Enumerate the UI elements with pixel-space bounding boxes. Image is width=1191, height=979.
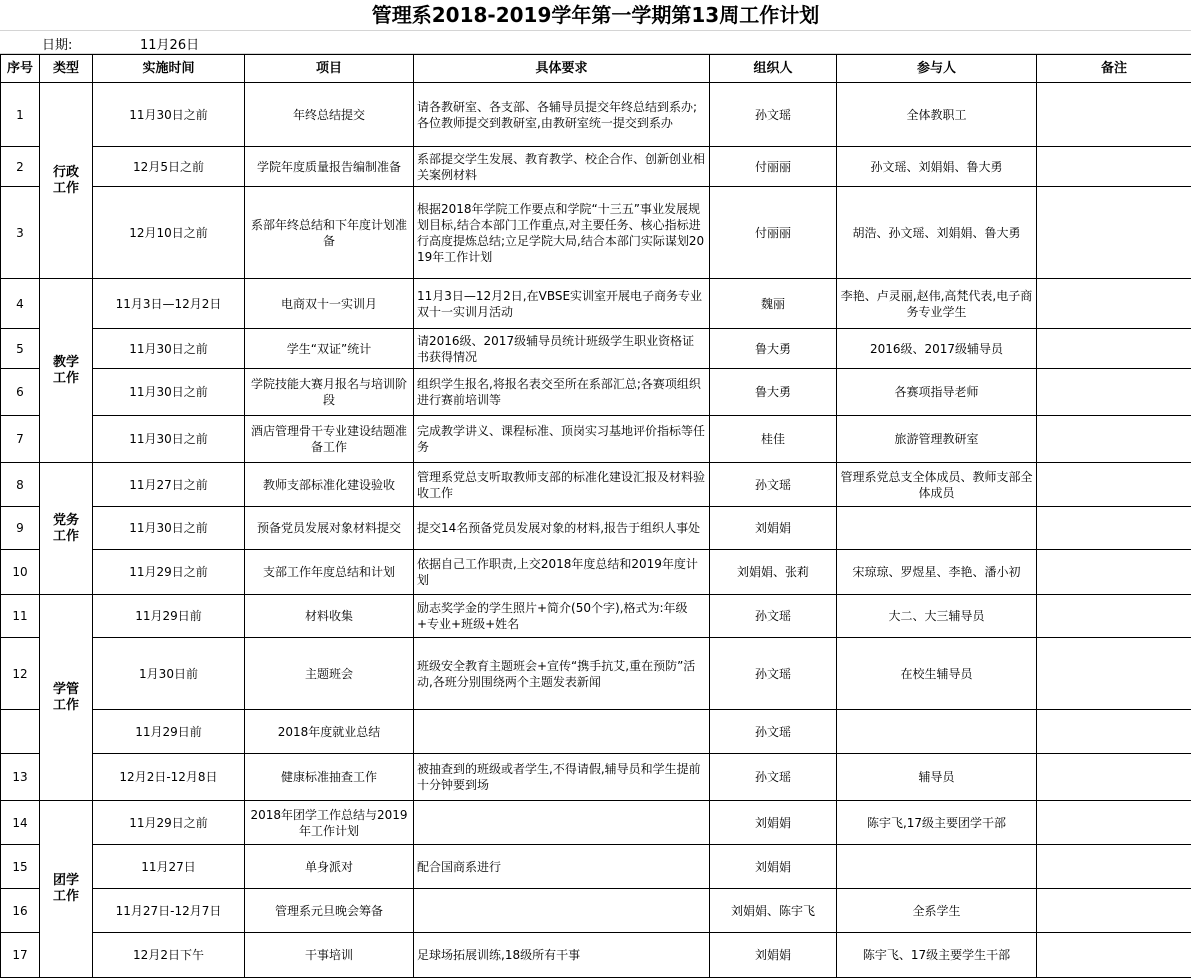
cell-requirement[interactable]: 足球场拓展训练,18级所有干事 <box>414 933 710 978</box>
cell-note[interactable] <box>1037 463 1191 507</box>
cell-note[interactable] <box>1037 369 1191 416</box>
cell-requirement[interactable] <box>414 801 710 845</box>
cell-project[interactable]: 支部工作年度总结和计划 <box>245 550 414 595</box>
type-label: 党务工作 <box>52 512 79 544</box>
cell-no[interactable]: 11 <box>1 595 40 638</box>
table-row <box>1 507 1191 550</box>
cell-time[interactable]: 11月27日之前 <box>93 463 245 507</box>
table-row <box>1 845 1191 889</box>
date-value: 11月26日 <box>140 38 200 53</box>
cell-time[interactable]: 12月5日之前 <box>93 147 245 187</box>
cell-type[interactable] <box>40 463 93 595</box>
cell-no[interactable]: 6 <box>1 369 40 416</box>
cell-note[interactable] <box>1037 754 1191 801</box>
cell-no[interactable]: 15 <box>1 845 40 889</box>
table-row <box>1 550 1191 595</box>
page-title: 管理系2018-2019学年第一学期第13周工作计划 <box>0 0 1191 31</box>
cell-no[interactable] <box>1 710 40 754</box>
header-requirement[interactable]: 具体要求 <box>414 55 710 83</box>
cell-no[interactable]: 2 <box>1 147 40 187</box>
type-label: 教学工作 <box>52 354 79 386</box>
cell-no[interactable]: 13 <box>1 754 40 801</box>
header-note[interactable]: 备注 <box>1037 55 1191 83</box>
plan-table <box>0 54 1191 978</box>
cell-organizer[interactable]: 刘娟娟 <box>710 933 837 978</box>
header-participants[interactable]: 参与人 <box>837 55 1037 83</box>
table-row <box>1 710 1191 754</box>
header-project[interactable]: 项目 <box>245 55 414 83</box>
cell-type[interactable] <box>40 83 93 279</box>
cell-requirement[interactable]: 请2016级、2017级辅导员统计班级学生职业资格证书获得情况 <box>414 329 710 369</box>
cell-project[interactable]: 主题班会 <box>245 638 414 710</box>
cell-time[interactable]: 12月2日下午 <box>93 933 245 978</box>
cell-time[interactable]: 11月30日之前 <box>93 83 245 147</box>
cell-project[interactable]: 材料收集 <box>245 595 414 638</box>
cell-note[interactable] <box>1037 329 1191 369</box>
cell-organizer[interactable]: 魏丽 <box>710 279 837 329</box>
cell-note[interactable] <box>1037 416 1191 463</box>
cell-project[interactable]: 电商双十一实训月 <box>245 279 414 329</box>
cell-participants[interactable]: 陈宇飞,17级主要团学干部 <box>837 801 1037 845</box>
cell-no[interactable]: 14 <box>1 801 40 845</box>
cell-project[interactable]: 教师支部标准化建设验收 <box>245 463 414 507</box>
cell-organizer[interactable]: 孙文瑶 <box>710 710 837 754</box>
cell-project[interactable]: 年终总结提交 <box>245 83 414 147</box>
cell-type[interactable] <box>40 595 93 801</box>
header-time[interactable]: 实施时间 <box>93 55 245 83</box>
cell-participants[interactable]: 旅游管理教研室 <box>837 416 1037 463</box>
cell-no[interactable]: 7 <box>1 416 40 463</box>
cell-requirement[interactable]: 被抽查到的班级或者学生,不得请假,辅导员和学生提前十分钟要到场 <box>414 754 710 801</box>
table-row <box>1 889 1191 933</box>
cell-requirement[interactable]: 励志奖学金的学生照片+简介(50个字),格式为:年级+专业+班级+姓名 <box>414 595 710 638</box>
cell-note[interactable] <box>1037 507 1191 550</box>
cell-time[interactable]: 11月29日前 <box>93 710 245 754</box>
cell-time[interactable]: 11月27日 <box>93 845 245 889</box>
cell-time[interactable]: 12月10日之前 <box>93 187 245 279</box>
table-row <box>1 83 1191 147</box>
header-no[interactable]: 序号 <box>1 55 40 83</box>
table-row <box>1 416 1191 463</box>
cell-project[interactable]: 2018年团学工作总结与2019年工作计划 <box>245 801 414 845</box>
cell-no[interactable]: 16 <box>1 889 40 933</box>
cell-project[interactable]: 系部年终总结和下年度计划准备 <box>245 187 414 279</box>
cell-no[interactable]: 3 <box>1 187 40 279</box>
table-row <box>1 801 1191 845</box>
cell-time[interactable]: 1月30日前 <box>93 638 245 710</box>
table-row <box>1 463 1191 507</box>
cell-time[interactable]: 11月29日之前 <box>93 801 245 845</box>
cell-time[interactable]: 11月30日之前 <box>93 329 245 369</box>
cell-time[interactable]: 11月30日之前 <box>93 507 245 550</box>
cell-project[interactable]: 酒店管理骨干专业建设结题准备工作 <box>245 416 414 463</box>
cell-participants[interactable]: 各赛项指导老师 <box>837 369 1037 416</box>
cell-organizer[interactable]: 孙文瑶 <box>710 83 837 147</box>
table-row <box>1 187 1191 279</box>
cell-note[interactable] <box>1037 595 1191 638</box>
header-row <box>1 55 1191 83</box>
cell-note[interactable] <box>1037 710 1191 754</box>
cell-participants[interactable]: 全体教职工 <box>837 83 1037 147</box>
cell-requirement[interactable]: 根据2018年学院工作要点和学院“十三五”事业发展规划目标,结合本部门工作重点,对主要任务、核心指标进行高度提炼总结;立足学院大局,结合本部门实际谋划2019年工作计划 <box>414 187 710 279</box>
cell-requirement[interactable]: 配合国商系进行 <box>414 845 710 889</box>
cell-organizer[interactable]: 鲁大勇 <box>710 329 837 369</box>
type-label: 学管工作 <box>52 681 79 713</box>
cell-participants[interactable]: 宋琼琼、罗煜星、李艳、潘小初 <box>837 550 1037 595</box>
cell-requirement[interactable]: 提交14名预备党员发展对象的材料,报告于组织人事处 <box>414 507 710 550</box>
cell-project[interactable]: 2018年度就业总结 <box>245 710 414 754</box>
cell-participants[interactable]: 管理系党总支全体成员、教师支部全体成员 <box>837 463 1037 507</box>
cell-no[interactable]: 12 <box>1 638 40 710</box>
table-row <box>1 329 1191 369</box>
cell-participants[interactable] <box>837 845 1037 889</box>
cell-project[interactable]: 管理系元旦晚会筹备 <box>245 889 414 933</box>
cell-note[interactable] <box>1037 933 1191 978</box>
cell-organizer[interactable]: 桂佳 <box>710 416 837 463</box>
cell-note[interactable] <box>1037 889 1191 933</box>
cell-no[interactable]: 4 <box>1 279 40 329</box>
cell-note[interactable] <box>1037 187 1191 279</box>
cell-time[interactable]: 11月3日—12月2日 <box>93 279 245 329</box>
cell-time[interactable]: 12月2日-12月8日 <box>93 754 245 801</box>
cell-organizer[interactable]: 孙文瑶 <box>710 638 837 710</box>
cell-requirement[interactable]: 系部提交学生发展、教育教学、校企合作、创新创业相关案例材料 <box>414 147 710 187</box>
table-row <box>1 369 1191 416</box>
cell-organizer[interactable]: 孙文瑶 <box>710 463 837 507</box>
date-label: 日期: <box>42 38 73 53</box>
cell-project[interactable]: 学院技能大赛月报名与培训阶段 <box>245 369 414 416</box>
cell-organizer[interactable]: 刘娟娟 <box>710 507 837 550</box>
cell-project[interactable]: 健康标准抽查工作 <box>245 754 414 801</box>
cell-time[interactable]: 11月29日之前 <box>93 550 245 595</box>
cell-note[interactable] <box>1037 83 1191 147</box>
cell-organizer[interactable]: 孙文瑶 <box>710 595 837 638</box>
cell-participants[interactable]: 陈宇飞、17级主要学生干部 <box>837 933 1037 978</box>
table-row <box>1 638 1191 710</box>
cell-participants[interactable]: 大二、大三辅导员 <box>837 595 1037 638</box>
cell-participants[interactable]: 2016级、2017级辅导员 <box>837 329 1037 369</box>
cell-organizer[interactable]: 付丽丽 <box>710 187 837 279</box>
type-label: 行政工作 <box>52 164 79 196</box>
header-organizer[interactable]: 组织人 <box>710 55 837 83</box>
cell-no[interactable]: 1 <box>1 83 40 147</box>
cell-participants[interactable] <box>837 507 1037 550</box>
cell-note[interactable] <box>1037 638 1191 710</box>
cell-participants[interactable]: 在校生辅导员 <box>837 638 1037 710</box>
cell-participants[interactable]: 全系学生 <box>837 889 1037 933</box>
cell-no[interactable]: 10 <box>1 550 40 595</box>
cell-project[interactable]: 单身派对 <box>245 845 414 889</box>
cell-requirement[interactable]: 班级安全教育主题班会+宣传“携手抗艾,重在预防”活动,各班分别围绕两个主题发表新闻 <box>414 638 710 710</box>
cell-participants[interactable]: 胡浩、孙文瑶、刘娟娟、鲁大勇 <box>837 187 1037 279</box>
cell-requirement[interactable]: 组织学生报名,将报名表交至所在系部汇总;各赛项组织进行赛前培训等 <box>414 369 710 416</box>
cell-participants[interactable]: 李艳、卢灵丽,赵伟,高梵代表,电子商务专业学生 <box>837 279 1037 329</box>
cell-note[interactable] <box>1037 550 1191 595</box>
cell-type[interactable] <box>40 801 93 978</box>
cell-time[interactable]: 11月27日-12月7日 <box>93 889 245 933</box>
cell-organizer[interactable]: 刘娟娟 <box>710 801 837 845</box>
cell-organizer[interactable]: 鲁大勇 <box>710 369 837 416</box>
cell-requirement[interactable]: 请各教研室、各支部、各辅导员提交年终总结到系办;各位教师提交到教研室,由教研室统一提交到系办 <box>414 83 710 147</box>
table-row <box>1 279 1191 329</box>
cell-requirement[interactable]: 管理系党总支听取教师支部的标准化建设汇报及材料验收工作 <box>414 463 710 507</box>
cell-project[interactable]: 学院年度质量报告编制准备 <box>245 147 414 187</box>
cell-note[interactable] <box>1037 801 1191 845</box>
header-type[interactable]: 类型 <box>40 55 93 83</box>
cell-project[interactable]: 干事培训 <box>245 933 414 978</box>
table-row <box>1 933 1191 978</box>
cell-project[interactable]: 学生“双证”统计 <box>245 329 414 369</box>
type-label: 团学工作 <box>52 873 79 904</box>
cell-time[interactable]: 11月30日之前 <box>93 416 245 463</box>
cell-note[interactable] <box>1037 279 1191 329</box>
cell-organizer[interactable]: 刘娟娟、张莉 <box>710 550 837 595</box>
cell-organizer[interactable]: 孙文瑶 <box>710 754 837 801</box>
cell-organizer[interactable]: 付丽丽 <box>710 147 837 187</box>
cell-no[interactable]: 5 <box>1 329 40 369</box>
table-row <box>1 754 1191 801</box>
cell-organizer[interactable]: 刘娟娟 <box>710 845 837 889</box>
cell-requirement[interactable]: 完成教学讲义、课程标准、顶岗实习基地评价指标等任务 <box>414 416 710 463</box>
cell-requirement[interactable]: 依据自己工作职责,上交2018年度总结和2019年度计划 <box>414 550 710 595</box>
cell-time[interactable]: 11月30日之前 <box>93 369 245 416</box>
cell-note[interactable] <box>1037 147 1191 187</box>
cell-organizer[interactable]: 刘娟娟、陈宇飞 <box>710 889 837 933</box>
cell-note[interactable] <box>1037 845 1191 889</box>
cell-no[interactable]: 8 <box>1 463 40 507</box>
cell-requirement[interactable] <box>414 710 710 754</box>
cell-participants[interactable]: 孙文瑶、刘娟娟、鲁大勇 <box>837 147 1037 187</box>
date-row <box>0 31 1191 54</box>
cell-participants[interactable]: 辅导员 <box>837 754 1037 801</box>
cell-requirement[interactable]: 11月3日—12月2日,在VBSE实训室开展电子商务专业双十一实训月活动 <box>414 279 710 329</box>
table-row <box>1 147 1191 187</box>
cell-time[interactable]: 11月29日前 <box>93 595 245 638</box>
cell-type[interactable] <box>40 279 93 463</box>
cell-no[interactable]: 17 <box>1 933 40 978</box>
cell-participants[interactable] <box>837 710 1037 754</box>
cell-no[interactable]: 9 <box>1 507 40 550</box>
cell-requirement[interactable] <box>414 889 710 933</box>
cell-project[interactable]: 预备党员发展对象材料提交 <box>245 507 414 550</box>
table-row <box>1 595 1191 638</box>
